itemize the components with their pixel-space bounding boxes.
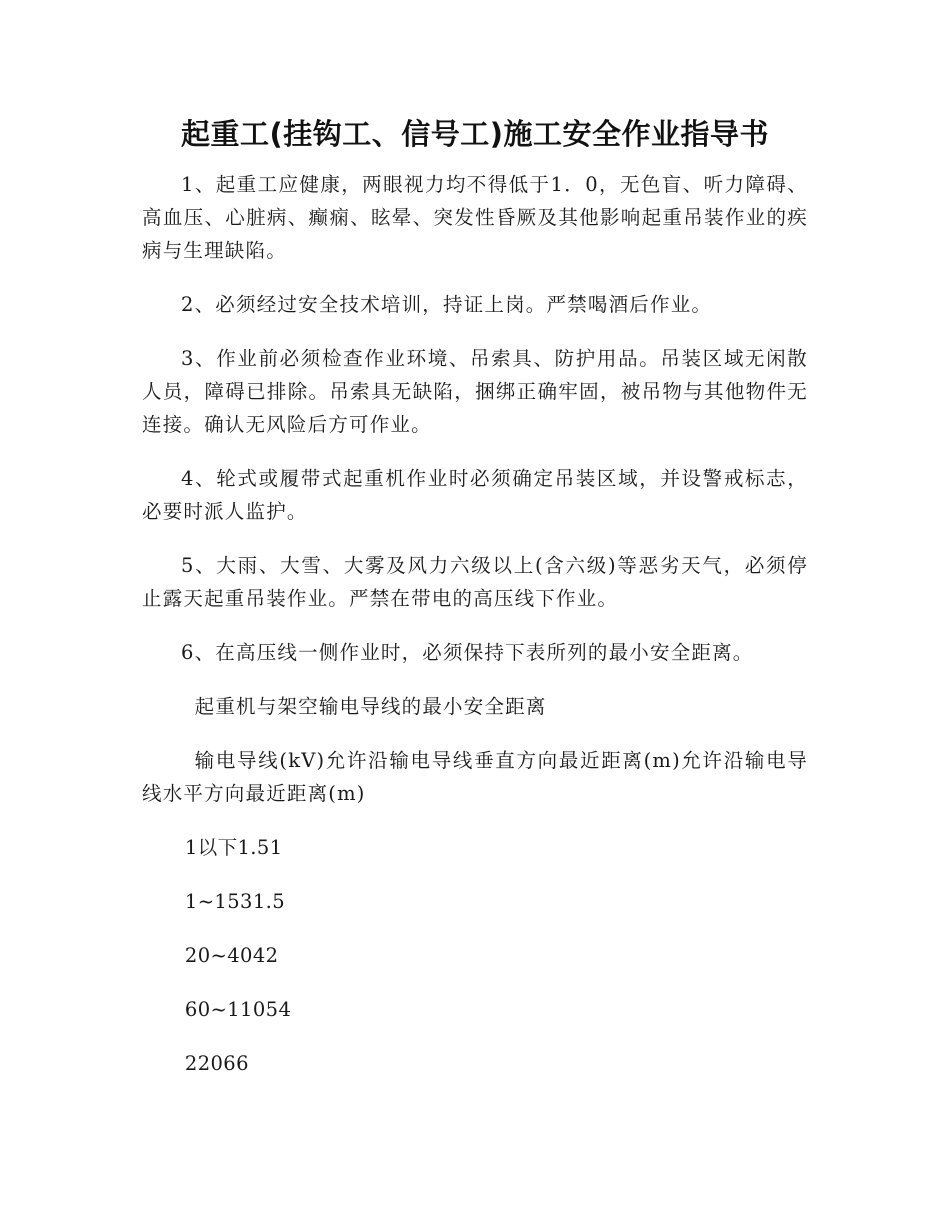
paragraph-2: 2、必须经过安全技术培训，持证上岗。严禁喝酒后作业。 bbox=[181, 293, 713, 316]
table-row-3: 20~4042 bbox=[184, 944, 279, 967]
document-title: 起重工(挂钩工、信号工)施工安全作业指导书 bbox=[180, 117, 769, 151]
table-row-1: 1以下1.51 bbox=[184, 836, 283, 859]
table-caption: 起重机与架空输电导线的最小安全距离 bbox=[194, 695, 547, 718]
table-row-5: 22066 bbox=[184, 1052, 249, 1075]
paragraph-6: 6、在高压线一侧作业时，必须保持下表所列的最小安全距离。 bbox=[181, 641, 754, 664]
table-row-2: 1~1531.5 bbox=[184, 890, 286, 913]
paragraph-1: 1、起重工应健康，两眼视力均不得低于1．0，无色盲、听力障碍、高血压、心脏病、癫痫、眩晕、突发性昏厥及其他影响起重吊装作业的疾病与生理缺陷。 bbox=[142, 173, 808, 262]
paragraph-5: 5、大雨、大雪、大雾及风力六级以上(含六级)等恶劣天气，必须停止露天起重吊装作业。严禁在带电的高压线下作业。 bbox=[142, 554, 808, 610]
document-body bbox=[142, 168, 808, 1101]
table-header: 输电导线(kV)允许沿输电导线垂直方向最近距离(m)允许沿输电导线水平方向最近距离(m) bbox=[142, 749, 808, 805]
table-row-4: 60~11054 bbox=[184, 998, 292, 1021]
paragraph-3: 3、作业前必须检查作业环境、吊索具、防护用品。吊装区域无闲散人员，障碍已排除。吊索具无缺陷，捆绑正确牢固，被吊物与其他物件无连接。确认无风险后方可作业。 bbox=[142, 347, 808, 436]
paragraph-4: 4、轮式或履带式起重机作业时必须确定吊装区域，并设警戒标志，必要时派人监护。 bbox=[142, 467, 808, 523]
